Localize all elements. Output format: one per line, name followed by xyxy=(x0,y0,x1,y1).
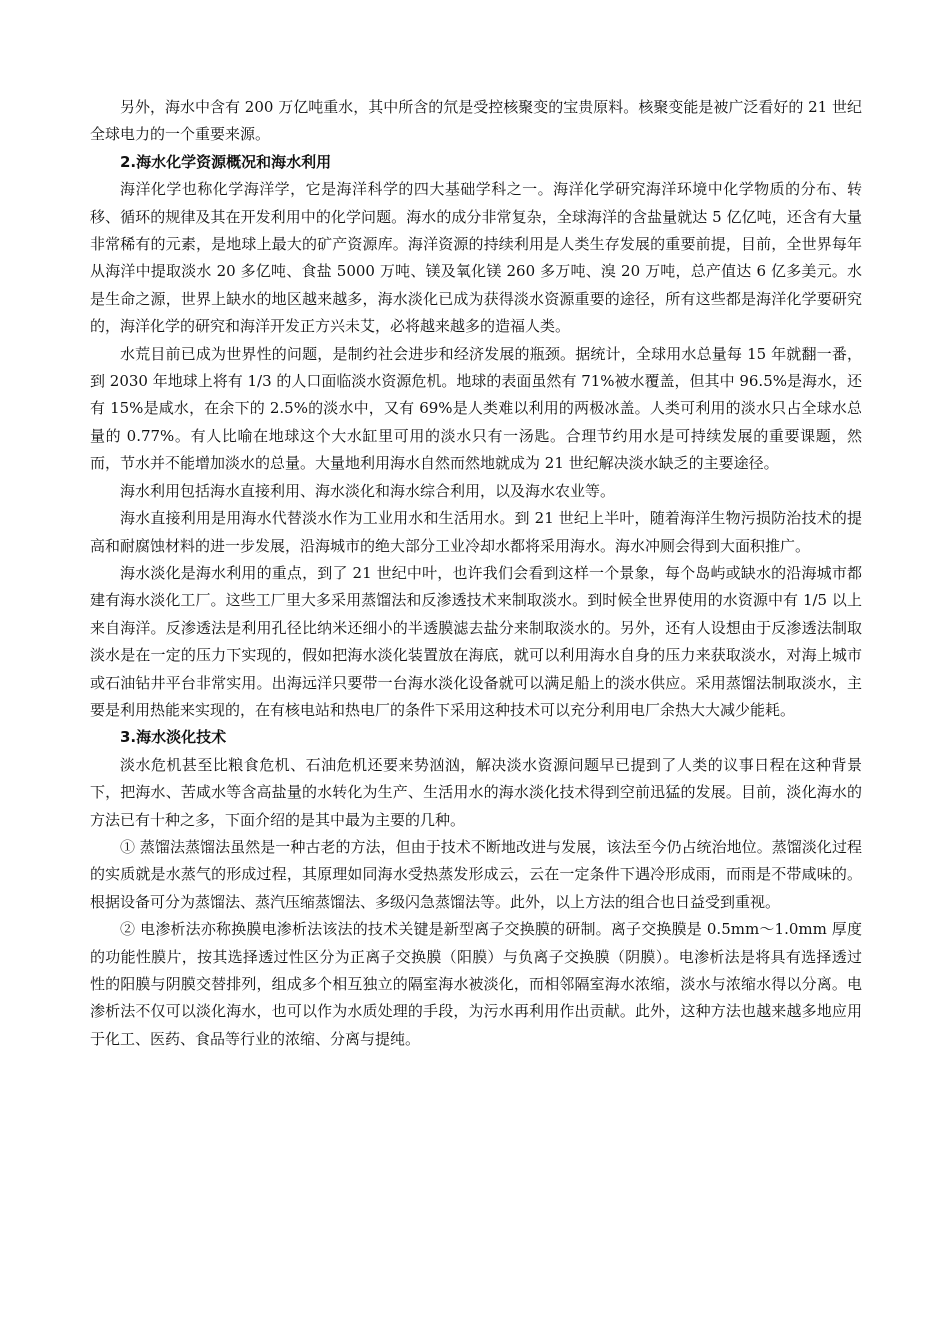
paragraph-water-shortage: 水荒目前已成为世界性的问题，是制约社会进步和经济发展的瓶颈。据统计，全球用水总量每 15 年就翻一番，到 2030 年地球上将有 1/3 的人口面临淡水资源危机。地球的表面虽然有 71%被水覆盖，但其中 96.5%是海水，还有 15%是咸水，在余下的 2.5%的淡水中，又有 69%是人类难以利用的两极冰盖。人类可利用的淡水只占全球水总量的 0.77%。有人比喻在地球这个大水缸里可用的淡水只有一汤匙。合理节约用水是可持续发展的重要课题，然而，节水并不能增加淡水的总量。大量地利用海水自然而然地就成为 21 世纪解决淡水缺乏的主要途径。 xyxy=(90,344,862,473)
paragraph-direct-use: 海水直接利用是用海水代替淡水作为工业用水和生活用水。到 21 世纪上半叶，随着海洋生物污损防治技术的提高和耐腐蚀材料的进一步发展，沿海城市的绝大部分工业冷却水都将采用海水。海水冲厕会得到大面积推广。 xyxy=(90,509,862,555)
paragraph-seawater-use: 海水利用包括海水直接利用、海水淡化和海水综合利用，以及海水农业等。 xyxy=(120,481,616,500)
document-page xyxy=(90,94,862,1053)
paragraph-heavy-water: 另外，海水中含有 200 万亿吨重水，其中所含的氘是受控核聚变的宝贵原料。核聚变能是被广泛看好的 21 世纪全球电力的一个重要来源。 xyxy=(90,98,862,144)
section-heading-2: 2.海水化学资源概况和海水利用 xyxy=(120,152,332,171)
paragraph-distillation: ① 蒸馏法蒸馏法虽然是一种古老的方法，但由于技术不断地改进与发展，该法至今仍占统治地位。蒸馏淡化过程的实质就是水蒸气的形成过程，其原理如同海水受热蒸发形成云，云在一定条件下遇冷形成雨，而雨是不带咸味的。根据设备可分为蒸馏法、蒸汽压缩蒸馏法、多级闪急蒸馏法等。此外，以上方法的组合也日益受到重视。 xyxy=(90,837,862,911)
paragraph-electrodialysis: ② 电渗析法亦称换膜电渗析法该法的技术关键是新型离子交换膜的研制。离子交换膜是 0.5mm～1.0mm 厚度的功能性膜片，按其选择透过性区分为正离子交换膜（阳膜）与负离子交换膜（阴膜）。电渗析法是将具有选择透过性的阳膜与阴膜交替排列，组成多个相互独立的隔室海水被淡化，而相邻隔室海水浓缩，淡水与浓缩水得以分离。电渗析法不仅可以淡化海水，也可以作为水质处理的手段，为污水再利用作出贡献。此外，这种方法也越来越多地应用于化工、医药、食品等行业的浓缩、分离与提纯。 xyxy=(90,920,862,1048)
paragraph-crisis: 淡水危机甚至比粮食危机、石油危机还要来势汹汹，解决淡水资源问题早已提到了人类的议事日程在这种背景下，把海水、苦咸水等含高盐量的水转化为生产、生活用水的海水淡化技术得到空前迅猛的发展。目前，淡化海水的方法已有十种之多，下面介绍的是其中最为主要的几种。 xyxy=(90,755,862,829)
section-heading-3: 3.海水淡化技术 xyxy=(120,728,227,747)
paragraph-marine-chemistry: 海洋化学也称化学海洋学，它是海洋科学的四大基础学科之一。海洋化学研究海洋环境中化学物质的分布、转移、循环的规律及其在开发利用中的化学问题。海水的成分非常复杂，全球海洋的含盐量就达 5 亿亿吨，还含有大量非常稀有的元素，是地球上最大的矿产资源库。海洋资源的持续利用是人类生存发展的重要前提，目前，全世界每年从海洋中提取淡水 20 多亿吨、食盐 5000 万吨、镁及氧化镁 260 多万吨、溴 20 万吨，总产值达 6 亿多美元。水是生命之源，世界上缺水的地区越来越多，海水淡化已成为获得淡水资源重要的途径，所有这些都是海洋化学要研究的，海洋化学的研究和海洋开发正方兴未艾，必将越来越多的造福人类。 xyxy=(90,180,862,336)
paragraph-desalination: 海水淡化是海水利用的重点，到了 21 世纪中叶，也许我们会看到这样一个景象，每个岛屿或缺水的沿海城市都建有海水淡化工厂。这些工厂里大多采用蒸馏法和反渗透技术来制取淡水。到时候全世界使用的水资源中有 1/5 以上来自海洋。反渗透法是利用孔径比纳米还细小的半透膜滤去盐分来制取淡水的。另外，还有人设想由于反渗透法制取淡水是在一定的压力下实现的，假如把海水淡化装置放在海底，就可以利用海水自身的压力来获取淡水，对海上城市或石油钻井平台非常实用。出海远洋只要带一台海水淡化设备就可以满足船上的淡水供应。采用蒸馏法制取淡水，主要是利用热能来实现的，在有核电站和热电厂的条件下采用这种技术可以充分利用电厂余热大大减少能耗。 xyxy=(90,563,862,719)
